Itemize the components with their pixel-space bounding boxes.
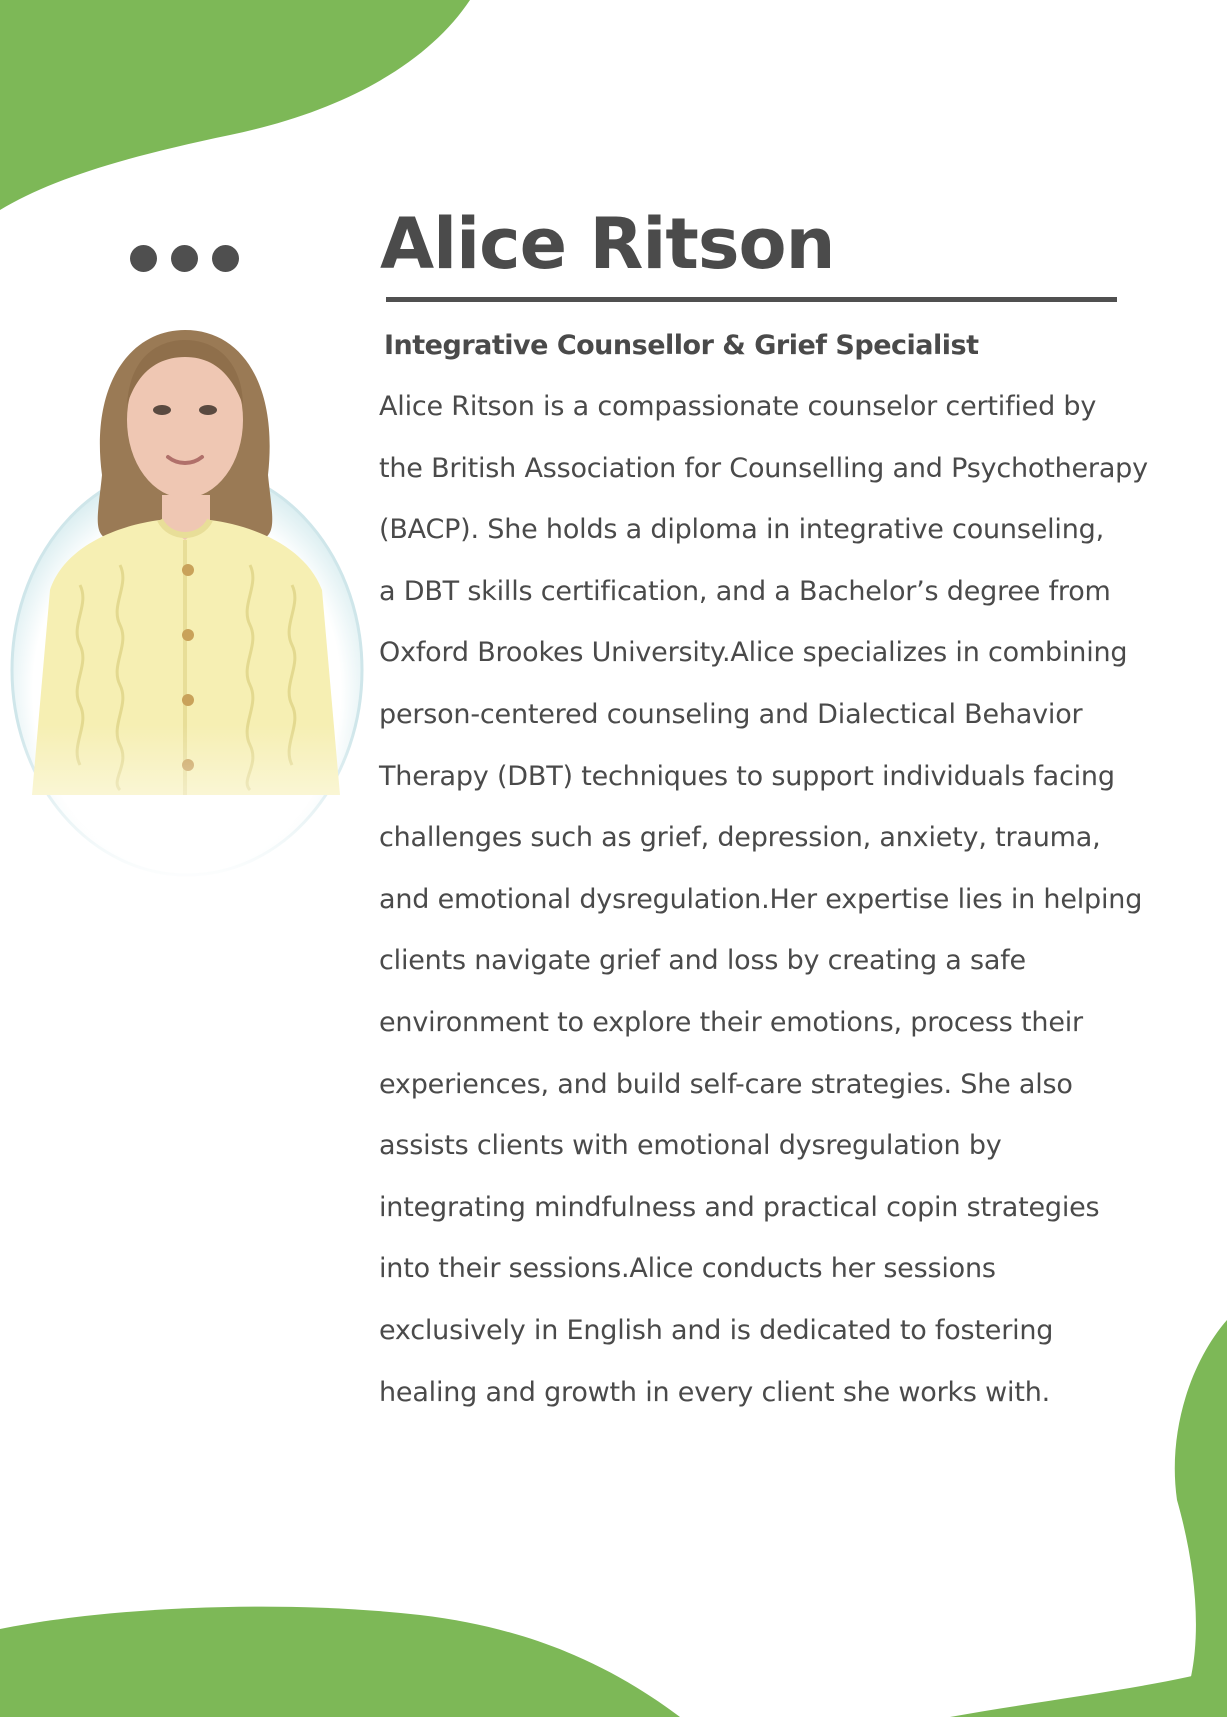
- bio-line: the British Association for Counselling and Psychotherapy: [379, 452, 1148, 484]
- bio-line: challenges such as grief, depression, anxiety, trauma,: [379, 822, 1101, 854]
- bio-line: Alice Ritson is a compassionate counselor certified by: [379, 391, 1097, 422]
- bio-line: a DBT skills certification, and a Bachelor’s degree from: [379, 575, 1111, 607]
- title-divider: [386, 297, 1117, 302]
- bio-line: assists clients with emotional dysregulation by: [379, 1130, 1002, 1162]
- dot: [130, 245, 157, 272]
- dot: [171, 245, 198, 272]
- bio-line: Therapy (DBT) techniques to support individuals facing: [379, 760, 1115, 792]
- profile-bio: [379, 376, 1199, 1423]
- bio-line: (BACP). She holds a diploma in integrative counseling,: [379, 514, 1104, 546]
- bio-line: experiences, and build self-care strategies. She also: [379, 1068, 1073, 1100]
- bio-line: person-centered counseling and Dialectical Behavior: [379, 698, 1083, 730]
- bio-line: Oxford Brookes University.Alice specializes in combining: [379, 637, 1128, 669]
- bio-line: and emotional dysregulation.Her expertise lies in helping: [379, 883, 1143, 915]
- person-portrait-icon: [10, 325, 365, 885]
- bio-line: healing and growth in every client she works with.: [379, 1376, 1051, 1408]
- bio-line: exclusively in English and is dedicated to fostering: [379, 1314, 1054, 1346]
- bio-line: into their sessions.Alice conducts her sessions: [379, 1253, 996, 1285]
- bio-line: clients navigate grief and loss by creating a safe: [379, 945, 1026, 977]
- bio-line: integrating mindfulness and practical copin strategies: [379, 1191, 1100, 1223]
- profile-title: Integrative Counsellor & Grief Specialist: [384, 330, 979, 361]
- bottom-green-wave: [0, 1577, 1227, 1717]
- top-left-green-wave: [0, 0, 470, 215]
- profile-name: Alice Ritson: [380, 203, 835, 285]
- bio-line: environment to explore their emotions, process their: [379, 1006, 1083, 1038]
- dot: [212, 245, 239, 272]
- ellipsis-icon: [130, 245, 239, 272]
